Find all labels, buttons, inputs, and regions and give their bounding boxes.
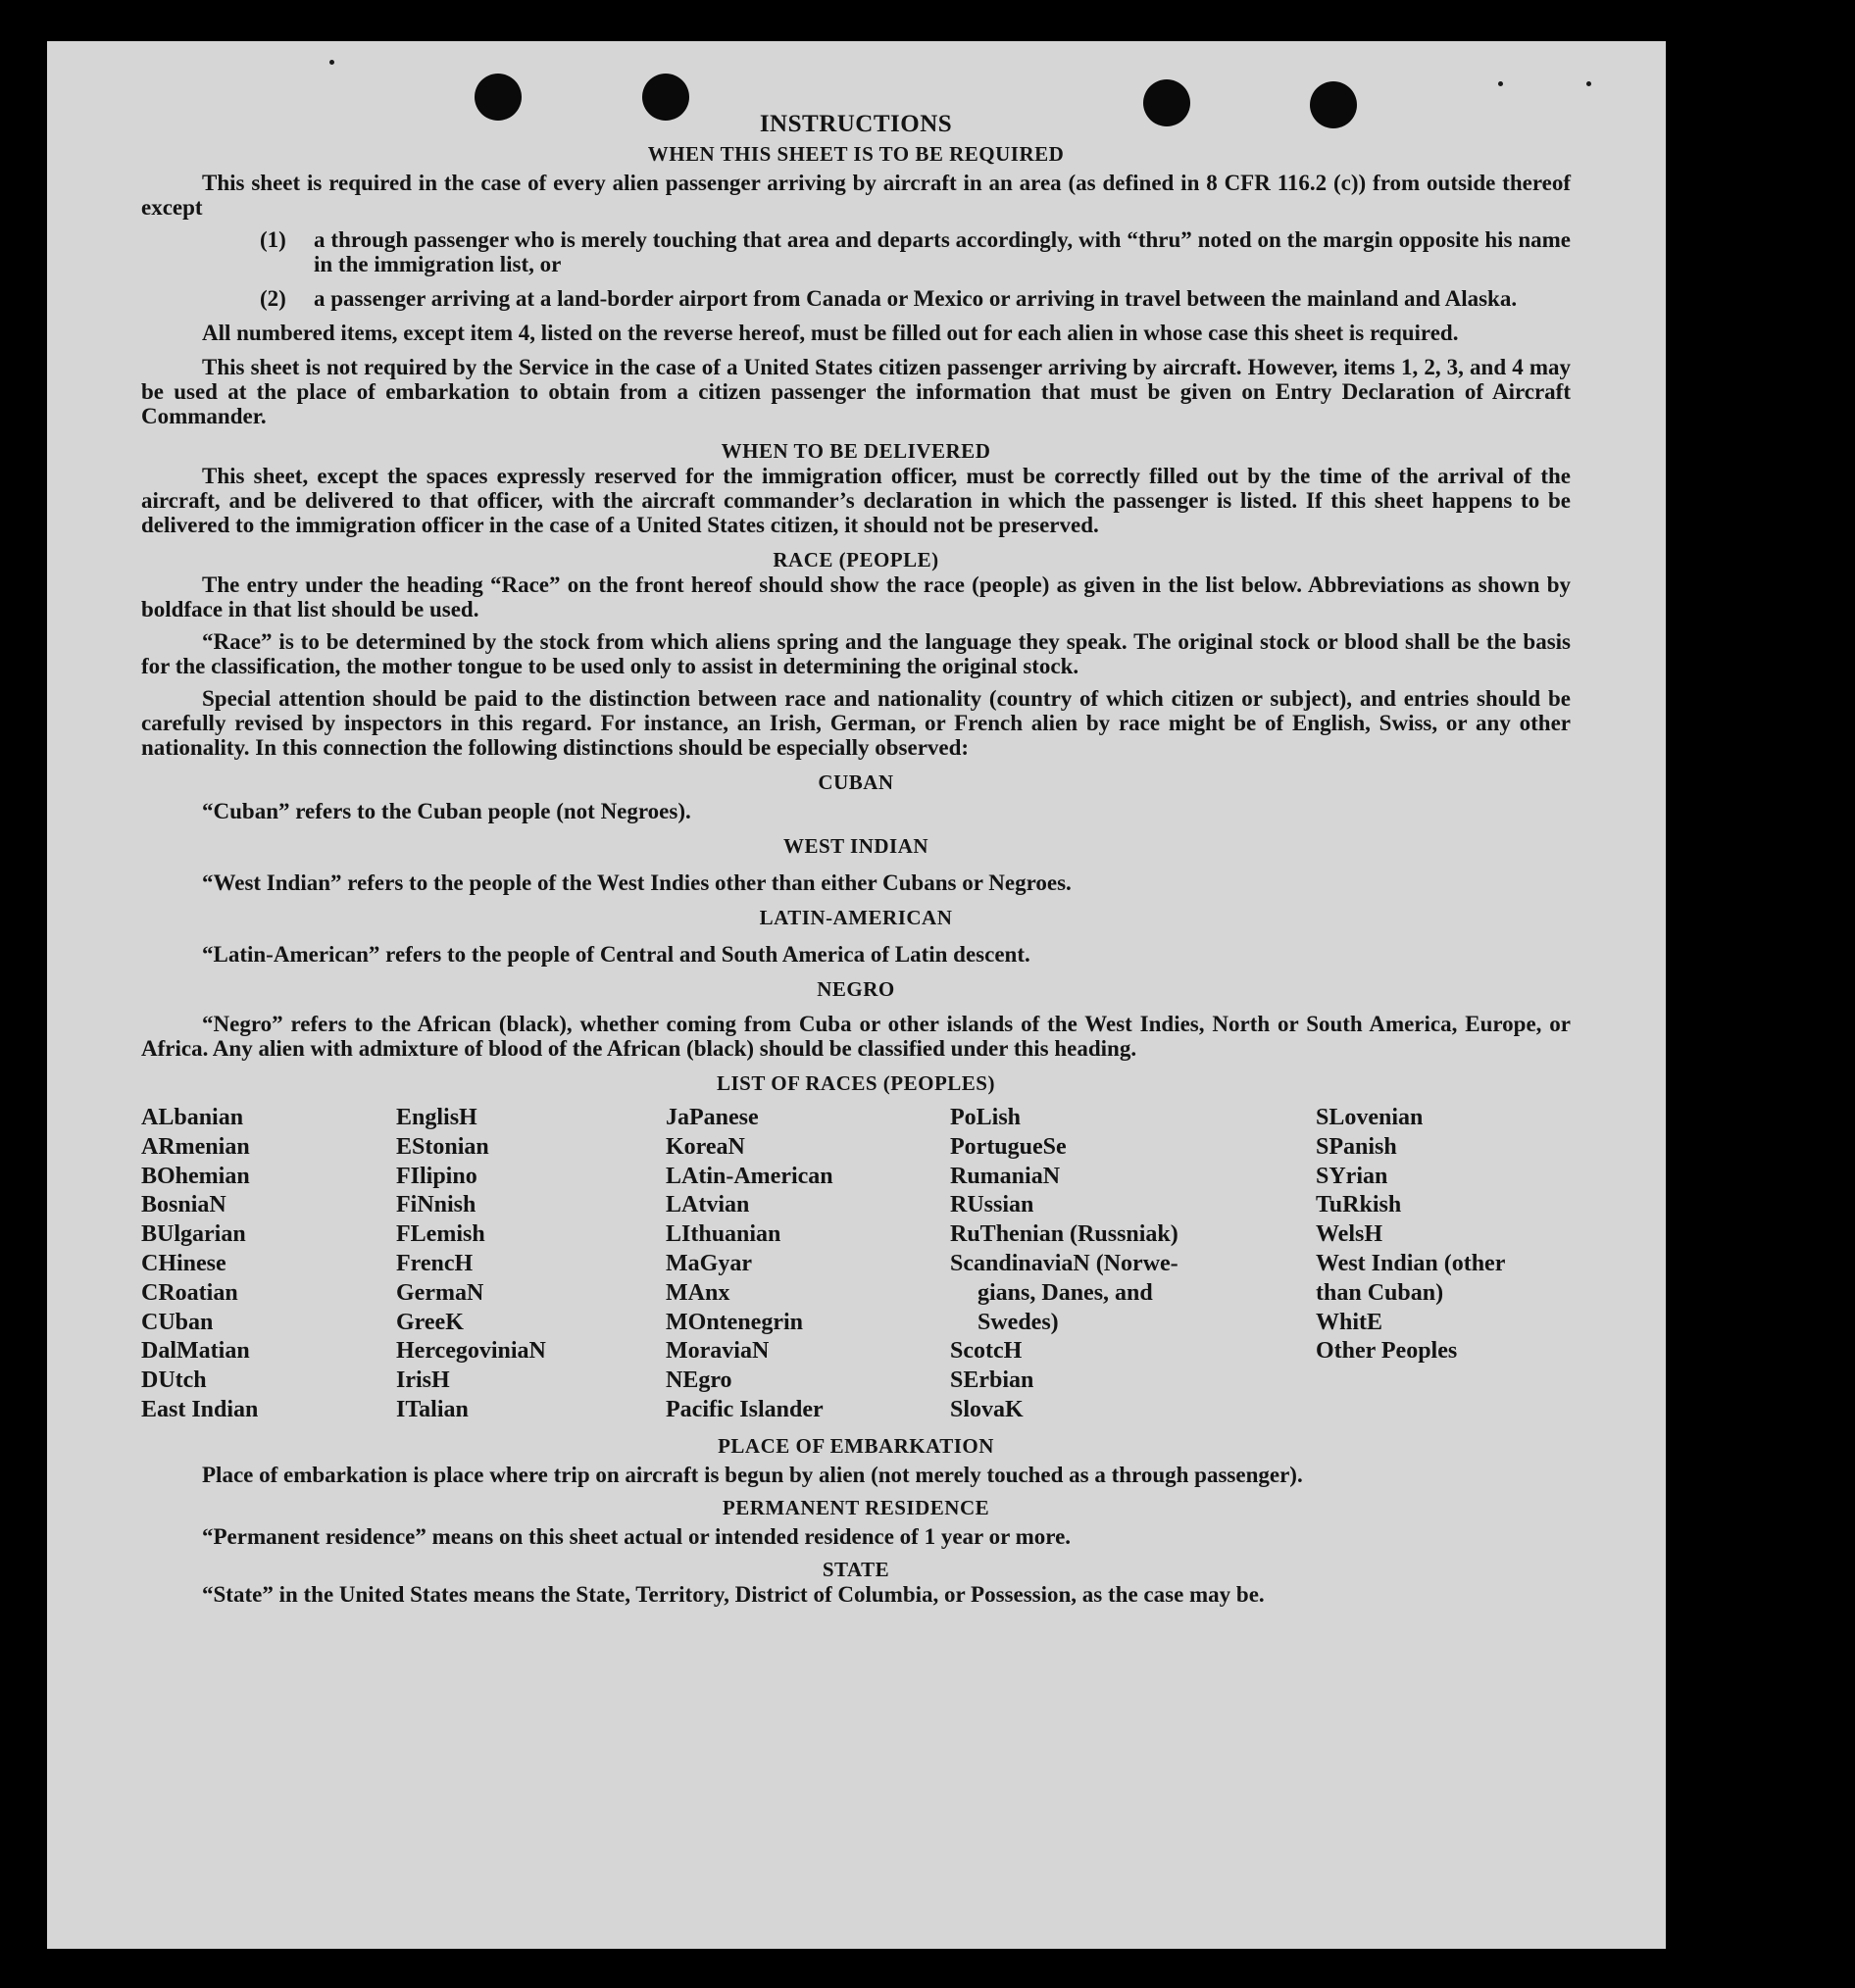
race-item: Swedes) [978,1309,1059,1335]
race-item: TuRkish [1316,1192,1402,1218]
race-item: KoreaN [666,1133,745,1160]
race-item: Other Peoples [1316,1338,1458,1365]
race-item: LAtin-American [666,1163,833,1189]
item-number: (1) [260,227,286,252]
race-item: RUssian [950,1192,1034,1218]
race-item: gians, Danes, and [978,1279,1153,1306]
race-item: MoraviaN [666,1338,770,1365]
state-text: “State” in the United States means the State, Territory, District of Columbia, or Possession, as the case may be. [202,1582,1265,1607]
race-item: CUban [141,1309,214,1335]
section-heading-negro: NEGRO [817,977,895,1001]
race-item: LIthuanian [666,1221,781,1248]
item-text: a through passenger who is merely touching that area and departs accordingly, with “thru” noted on the margin opposite his name in the immigration list, or [314,227,1571,276]
race-column-1 [141,1104,258,1425]
race-item: BosniaN [141,1192,226,1218]
race-item: BOhemian [141,1163,250,1189]
section-heading-embarkation: PLACE OF EMBARKATION [718,1434,994,1458]
section-heading-list-of-races: LIST OF RACES (PEOPLES) [717,1071,995,1095]
race-item: MAnx [666,1279,730,1306]
negro-text: “Negro” refers to the African (black), whether coming from Cuba or other islands of the West Indies, North or South America, Europe, or Africa. Any alien with admixture of blood of the African (black) should be classified under this heading. [141,1012,1571,1061]
race-item: PoLish [950,1105,1022,1130]
section-heading-required: WHEN THIS SHEET IS TO BE REQUIRED [647,142,1065,166]
race-item: than Cuban) [1316,1279,1444,1306]
race-item: SLovenian [1316,1105,1424,1130]
section-heading-race: RACE (PEOPLE) [773,548,939,572]
race-item: RuThenian (Russniak) [950,1221,1178,1248]
required-intro: This sheet is required in the case of every alien passenger arriving by aircraft in an area (as defined in 8 CFR 116.2 (c)) from outside thereof except [141,171,1571,220]
document-page [47,41,1666,1949]
speck [1586,81,1591,86]
race-paragraph-1: The entry under the heading “Race” on the front hereof should show the race (people) as given in the list below. Abbreviations as shown by boldface in that list should be used. [141,572,1571,621]
race-column-2 [396,1104,546,1425]
section-heading-state: STATE [822,1558,890,1581]
section-heading-latin-american: LATIN-AMERICAN [759,906,953,929]
race-item: WelsH [1316,1221,1383,1248]
race-item: GermaN [396,1279,484,1306]
race-item: BUlgarian [141,1221,246,1248]
west-indian-text: “West Indian” refers to the people of the West Indies other than either Cubans or Negroes. [202,870,1072,895]
race-item: GreeK [396,1309,464,1335]
required-paragraph-3: This sheet is not required by the Service in the case of a United States citizen passenger arriving by aircraft. However, items 1, 2, 3, and 4 may be used at the place of embarkation to obtain from a citizen passenger the information that must be given on Entry Declaration of Aircraft Commander. [141,355,1571,428]
residence-text: “Permanent residence” means on this sheet actual or intended residence of 1 year or more. [202,1524,1072,1549]
race-item: LAtvian [666,1192,750,1218]
race-paragraph-3: Special attention should be paid to the distinction between race and nationality (country of which citizen or subject), and entries should be carefully revised by inspectors in this regard. For instance, an Irish, German, or French alien by race might be of English, Swiss, or any other nationality. In this connection the following distinctions should be especially observed: [141,686,1571,760]
race-item: SPanish [1316,1133,1397,1160]
race-column-5 [1316,1104,1505,1367]
section-heading-west-indian: WEST INDIAN [782,834,929,858]
race-item: ScotcH [950,1338,1023,1365]
race-item: FLemish [396,1221,485,1248]
race-item: West Indian (other [1316,1250,1506,1276]
race-item: CHinese [141,1250,226,1276]
race-item: IrisH [396,1367,450,1394]
race-paragraph-2: “Race” is to be determined by the stock from which aliens spring and the language they speak. The original stock or blood shall be the basis for the classification, the mother tongue to be used only to assist in determining the original stock. [141,629,1571,678]
section-heading-cuban: CUBAN [818,770,894,794]
race-item: SErbian [950,1367,1034,1394]
race-item: HercegoviniaN [396,1338,546,1365]
required-paragraph-2: All numbered items, except item 4, listed on the reverse hereof, must be filled out for each alien in whose case this sheet is required. [202,321,1459,345]
race-item: ARmenian [141,1133,250,1160]
race-item: DalMatian [141,1338,250,1365]
item-text: a passenger arriving at a land-border airport from Canada or Mexico or arriving in travel between the mainland and Alaska. [314,286,1518,311]
speck [1498,81,1503,86]
instructions-content [141,108,1571,1607]
race-item: FrencH [396,1250,474,1276]
section-heading-residence: PERMANENT RESIDENCE [722,1496,990,1519]
race-item: CRoatian [141,1279,238,1306]
race-list [141,1104,1571,1433]
race-item: DUtch [141,1367,207,1394]
race-item: MOntenegrin [666,1309,803,1335]
race-item: EnglisH [396,1105,477,1130]
race-column-4 [950,1104,1178,1425]
race-item: RumaniaN [950,1163,1061,1189]
embarkation-text: Place of embarkation is place where trip on aircraft is begun by alien (not merely touched as a through passenger). [202,1463,1303,1487]
race-item: JaPanese [666,1105,759,1130]
race-item: ScandinaviaN (Norwe- [950,1250,1178,1276]
section-heading-delivered: WHEN TO BE DELIVERED [721,439,991,463]
race-item: East Indian [141,1396,259,1422]
race-column-3 [666,1104,833,1425]
race-item: WhitE [1316,1309,1383,1335]
latin-american-text: “Latin-American” refers to the people of Central and South America of Latin descent. [202,942,1030,967]
race-item: ALbanian [141,1105,244,1130]
race-item: Pacific Islander [666,1396,824,1422]
exception-item-2 [141,286,1571,311]
race-item: MaGyar [666,1250,752,1276]
race-item: EStonian [396,1133,489,1160]
item-number: (2) [260,286,286,311]
delivered-text: This sheet, except the spaces expressly reserved for the immigration officer, must be correctly filled out by the time of the arrival of the aircraft, and be delivered to that officer, with the aircraft commander’s declaration in which the passenger is listed. If this sheet happens to be delivered to the immigration officer in the case of a United States citizen, it should not be preserved. [141,464,1571,537]
race-item: ITalian [396,1396,469,1422]
speck [329,60,334,65]
race-item: PortugueSe [950,1133,1067,1160]
race-item: SYrian [1316,1163,1388,1189]
race-item: FiNnish [396,1192,476,1218]
race-item: NEgro [666,1367,732,1394]
race-item: FIlipino [396,1163,477,1189]
cuban-text: “Cuban” refers to the Cuban people (not Negroes). [202,799,691,823]
race-item: SlovaK [950,1396,1024,1422]
exception-item-1 [141,227,1571,276]
page-title: INSTRUCTIONS [759,111,953,137]
